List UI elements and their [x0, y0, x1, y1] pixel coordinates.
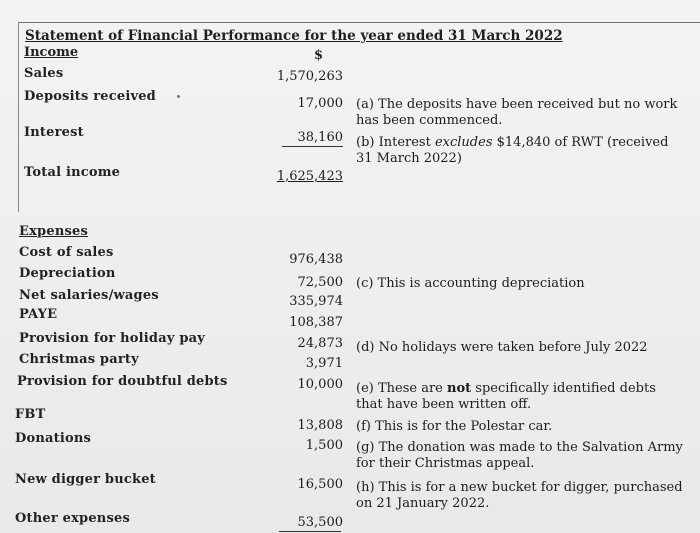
expense-label-donations: Donations	[15, 431, 92, 446]
expense-amount-doubtful-debts: 10,000	[297, 377, 343, 392]
currency-symbol: $	[314, 48, 324, 63]
income-amount-sales: 1,570,263	[276, 69, 343, 84]
income-heading: Income	[24, 45, 79, 60]
note-g: (g) The donation was made to the Salvation Army for their Christmas appeal.	[356, 440, 683, 471]
expense-label-net-salaries: Net salaries/wages	[19, 288, 159, 303]
income-label-sales: Sales	[24, 66, 64, 81]
expense-label-holiday-pay: Provision for holiday pay	[19, 331, 205, 346]
expense-label-doubtful-debts: Provision for doubtful debts	[17, 374, 228, 389]
income-amount-deposits: 17,000	[297, 96, 343, 111]
note-b: (b) Interest excludes $14,840 of RWT (received 31 March 2022)	[356, 135, 669, 166]
expense-label-fbt: FBT	[15, 407, 46, 422]
expense-label-digger-bucket: New digger bucket	[15, 472, 156, 487]
expense-amount-depreciation: 72,500	[297, 275, 343, 290]
note-a: (a) The deposits have been received but no work has been commenced.	[356, 97, 678, 128]
expense-amount-net-salaries: 335,974	[289, 294, 343, 309]
note-e: (e) These are not specifically identified debts that have been written off.	[356, 381, 656, 412]
expense-label-christmas-party: Christmas party	[19, 352, 139, 367]
income-label-deposits: Deposits received	[24, 89, 156, 104]
expense-label-other: Other expenses	[15, 511, 130, 526]
note-f: (f) This is for the Polestar car.	[356, 419, 553, 434]
other-expenses-underline	[279, 531, 341, 532]
expenses-heading: Expenses	[19, 224, 88, 239]
total-income-amount: 1,625,423	[276, 169, 343, 184]
note-c: (c) This is accounting depreciation	[356, 276, 585, 291]
interest-underline	[282, 146, 343, 147]
table-left-border	[18, 22, 19, 212]
expense-label-cost-of-sales: Cost of sales	[19, 245, 114, 260]
note-h: (h) This is for a new bucket for digger, purchased on 21 January 2022.	[356, 480, 683, 511]
income-amount-interest: 38,160	[297, 130, 343, 145]
expense-label-paye: PAYE	[19, 307, 58, 322]
statement-title: Statement of Financial Performance for the year ended 31 March 2022	[25, 28, 563, 44]
stray-mark	[177, 95, 180, 98]
expense-amount-cost-of-sales: 976,438	[289, 252, 343, 267]
expense-amount-other: 53,500	[297, 515, 343, 530]
expense-label-depreciation: Depreciation	[19, 266, 116, 281]
expense-amount-fbt: 13,808	[297, 418, 343, 433]
note-d: (d) No holidays were taken before July 2022	[356, 340, 648, 355]
income-label-interest: Interest	[24, 125, 84, 140]
expense-amount-donations: 1,500	[305, 438, 343, 453]
expense-amount-paye: 108,387	[289, 315, 343, 330]
expense-amount-christmas-party: 3,971	[305, 356, 343, 371]
expense-amount-digger-bucket: 16,500	[297, 477, 343, 492]
total-income-label: Total income	[24, 165, 121, 180]
table-top-border	[18, 22, 700, 23]
expense-amount-holiday-pay: 24,873	[297, 336, 343, 351]
